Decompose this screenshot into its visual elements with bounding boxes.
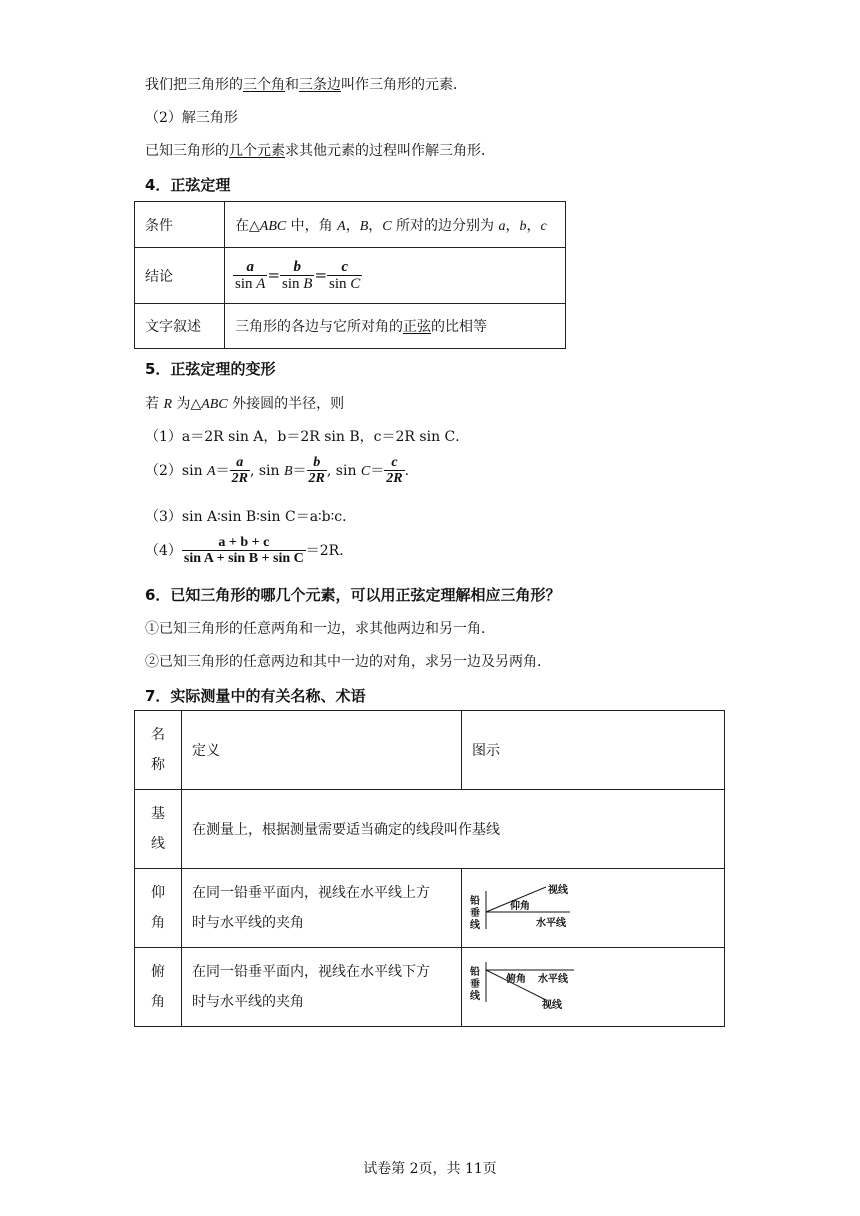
label-cell: 文字叙述 xyxy=(135,304,225,349)
plumb-label: 铅 xyxy=(470,967,480,978)
table-row xyxy=(135,869,725,948)
section-heading-which-elements: 6．已知三角形的哪几个元素，可以用正弦定理解相应三角形？ xyxy=(145,586,561,604)
underlined-text: 几个元素 xyxy=(229,143,285,159)
condition-cell: 在△ABC 中，角 A，B，C 所对的边分别为 a，b，c xyxy=(225,202,566,248)
table-row xyxy=(135,948,725,1027)
underlined-text: 三条边 xyxy=(299,77,341,93)
label-cell: 条件 xyxy=(135,202,225,248)
fraction: $\frac{c}{\text{sin C}}$ xyxy=(329,258,361,292)
fraction: $\frac{b}{\text{sin B}}$ xyxy=(282,258,313,292)
text: 求其他元素的过程叫作解三角形． xyxy=(285,143,495,159)
text: 和 xyxy=(285,77,299,93)
fraction: $\frac{a}{2R}$ xyxy=(231,455,248,486)
formula-line-1: （1）a＝2R sin A，b＝2R sin B，c＝2R sin C． xyxy=(145,429,470,445)
plumb-label: 线 xyxy=(470,920,480,931)
horizontal-label: 水平线 xyxy=(536,918,566,929)
list-item: ①已知三角形的任意两角和一边，求其他两边和另一角． xyxy=(145,621,495,637)
table-row xyxy=(135,248,566,304)
angle-label: 俯角 xyxy=(506,974,526,985)
horizontal-label: 水平线 xyxy=(538,974,568,985)
underlined-text: 三个角 xyxy=(243,77,285,93)
name-cell: 仰 角 xyxy=(135,869,182,948)
name-cell: 基 线 xyxy=(135,790,182,869)
paragraph-solve-triangle xyxy=(145,140,495,160)
definition-cell: 在测量上，根据测量需要适当确定的线段叫作基线 xyxy=(182,790,725,869)
section-heading-sine-law: 4．正弦定理 xyxy=(145,176,231,194)
fraction: $\frac{c}{2R}$ xyxy=(386,455,403,486)
sight-label: 视线 xyxy=(542,1000,562,1011)
fraction: $\frac{b}{2R}$ xyxy=(308,455,325,486)
page-footer: 试卷第 2页，共 11页 xyxy=(363,1161,497,1177)
plumb-label: 线 xyxy=(470,991,480,1002)
figure-cell xyxy=(462,869,725,948)
plumb-label: 垂 xyxy=(470,908,480,919)
paragraph-circumradius: 若 R 为△ABC 外接圆的半径，则 xyxy=(145,396,345,412)
list-item: ②已知三角形的任意两边和其中一边的对角，求另一边及另两角． xyxy=(145,654,551,670)
section-heading-sine-law-variants: 5．正弦定理的变形 xyxy=(145,360,276,378)
text: 叫作三角形的元素． xyxy=(341,77,467,93)
definition-header-cell: 定义 xyxy=(182,711,462,790)
fraction: $\frac{a}{\text{sin A}}$ xyxy=(235,258,266,292)
angle-label: 仰角 xyxy=(510,901,530,912)
table-row xyxy=(135,711,725,790)
formula-line-3: （3）sin A∶sin B∶sin C＝a∶b∶c． xyxy=(145,509,357,525)
paragraph-elements xyxy=(145,74,467,94)
definition-cell: 在同一铅垂平面内，视线在水平线上方 时与水平线的夹角 xyxy=(182,869,462,948)
table-row xyxy=(135,304,566,349)
depression-angle-diagram xyxy=(462,950,612,1020)
definition-cell: 在同一铅垂平面内，视线在水平线下方 时与水平线的夹角 xyxy=(182,948,462,1027)
elevation-angle-diagram xyxy=(462,871,612,941)
plumb-label: 垂 xyxy=(470,979,480,990)
section-heading-measurement-terms: 7．实际测量中的有关名称、术语 xyxy=(145,687,366,705)
name-header-cell: 名 称 xyxy=(135,711,182,790)
figure-cell xyxy=(462,948,725,1027)
formula-line-4: （4） $\frac{a + b + c}{\text{sin A + sin B + sin C}}$ ＝2R. xyxy=(145,535,344,566)
table-row xyxy=(135,202,566,248)
text: 已知三角形的 xyxy=(145,143,229,159)
subheading-solve-triangle: （2）解三角形 xyxy=(145,110,238,126)
measurement-terms-table xyxy=(134,710,725,1027)
table-row xyxy=(135,790,725,869)
plumb-label: 铅 xyxy=(470,896,480,907)
text: 我们把三角形的 xyxy=(145,77,243,93)
fraction: $\frac{a + b + c}{\text{sin A + sin B + sin C}}$ xyxy=(183,535,304,566)
description-cell: 三角形的各边与它所对角的正弦的比相等 xyxy=(225,304,566,349)
formula-line-2: （2）sin A＝ $\frac{a}{2R}$ , sin B＝ $\frac{b}{2R}$ , sin C＝ $\frac{c}{2R}$ . xyxy=(145,455,410,486)
name-cell: 俯 角 xyxy=(135,948,182,1027)
figure-header-cell: 图示 xyxy=(462,711,725,790)
sine-law-table xyxy=(134,201,566,349)
sight-label: 视线 xyxy=(548,885,568,896)
conclusion-formula: $\frac{a}{\text{sin A}}$ = $\frac{b}{\text{sin B}}$ = $\frac{c}{\text{sin C}}$ xyxy=(225,248,566,304)
label-cell: 结论 xyxy=(135,248,225,304)
